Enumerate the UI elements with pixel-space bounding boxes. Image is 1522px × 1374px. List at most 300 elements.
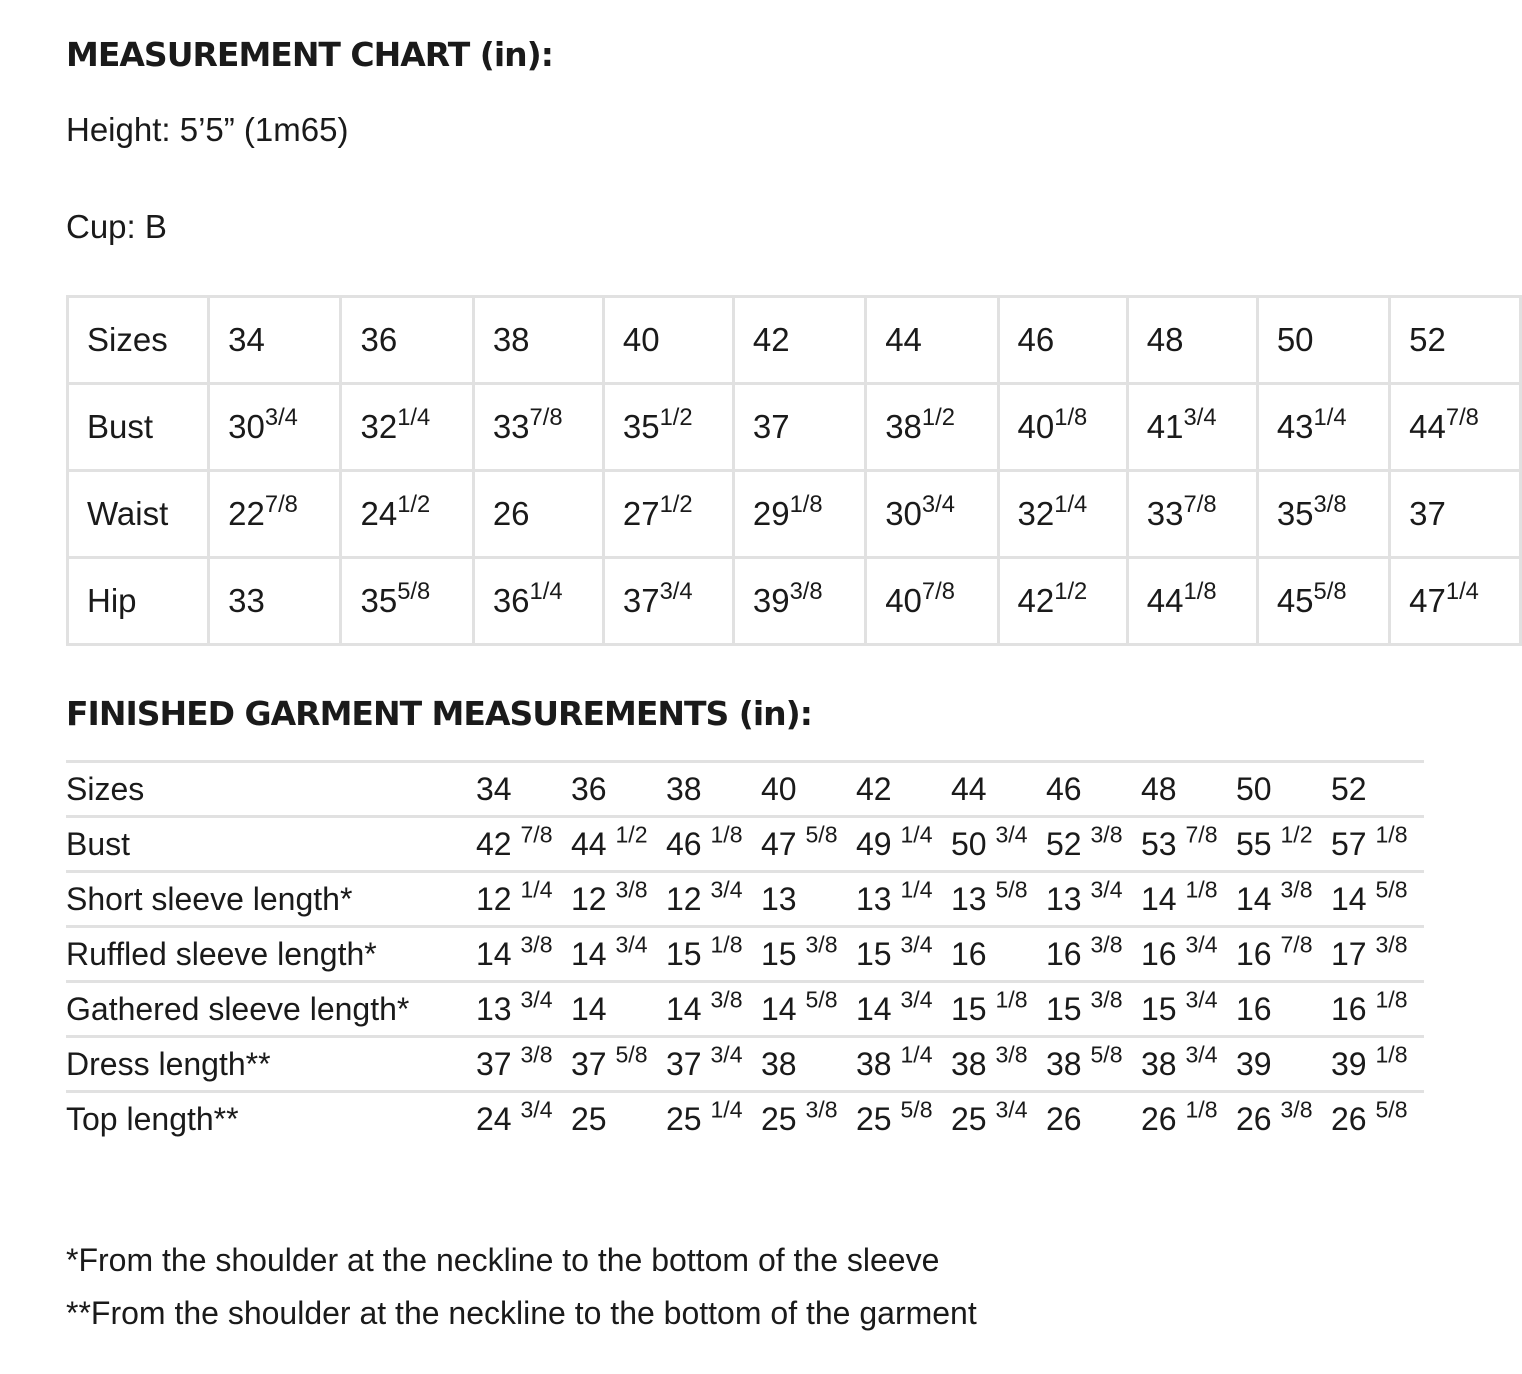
value-fraction: 3/8 (1375, 930, 1408, 957)
value-fraction: 3/8 (805, 930, 838, 957)
value-fraction: 1/4 (710, 1095, 743, 1122)
finished-garment-table (66, 760, 1424, 1145)
finished-cell (571, 1037, 666, 1092)
chart-cell (341, 471, 473, 558)
value-whole: 29 (752, 495, 790, 532)
value-fraction: 7/8 (520, 820, 553, 847)
value-fraction: 3/4 (995, 1095, 1028, 1122)
finished-cell (1141, 872, 1236, 927)
chart-row-bust (68, 384, 1521, 471)
value-whole: 26 (1236, 1100, 1272, 1137)
finished-cell (1046, 762, 1141, 817)
value-whole: 27 (622, 495, 660, 532)
finished-cell (476, 872, 571, 927)
value-whole: 26 (492, 495, 530, 532)
value-whole: 41 (1146, 408, 1184, 445)
value-whole: 26 (1046, 1100, 1082, 1137)
value-whole: 25 (666, 1100, 702, 1137)
value-fraction: 1/4 (397, 403, 431, 431)
value-fraction: 7/8 (1183, 490, 1217, 518)
value-whole: 16 (1141, 935, 1177, 972)
value-whole: 38 (1046, 1045, 1082, 1082)
finished-cell (761, 872, 856, 927)
chart-cell (998, 384, 1127, 471)
value-whole: 37 (1409, 495, 1446, 532)
chart-cell (1127, 471, 1257, 558)
chart-cell (341, 558, 473, 645)
value-whole: 26 (1141, 1100, 1177, 1137)
finished-row-sizes (66, 762, 1424, 817)
value-fraction: 1/8 (1375, 820, 1408, 847)
value-fraction: 1/8 (1185, 875, 1218, 902)
finished-garment-title: FINISHED GARMENT MEASUREMENTS (in): (66, 694, 812, 733)
value-fraction: 1/2 (1280, 820, 1313, 847)
value-whole: 12 (571, 880, 607, 917)
chart-cell (998, 471, 1127, 558)
value-whole: 52 (1409, 321, 1446, 358)
value-whole: 42 (1017, 582, 1055, 619)
row-label: Top length** (66, 1092, 476, 1146)
value-fraction: 1/8 (1375, 1040, 1408, 1067)
value-whole: 37 (666, 1045, 702, 1082)
value-fraction: 1/2 (1054, 577, 1088, 605)
finished-cell (951, 1092, 1046, 1146)
value-fraction: 3/8 (1090, 930, 1123, 957)
value-fraction: 1/2 (921, 403, 955, 431)
height-info: Height: 5’5” (1m65) (66, 111, 349, 148)
value-fraction: 1/4 (1445, 577, 1479, 605)
finished-cell (1046, 1037, 1141, 1092)
value-fraction: 1/8 (995, 985, 1028, 1012)
chart-cell (866, 297, 998, 384)
finished-cell (571, 1092, 666, 1146)
finished-cell (1331, 982, 1424, 1037)
value-fraction: 7/8 (1280, 930, 1313, 957)
chart-cell (209, 384, 341, 471)
value-fraction: 1/4 (1054, 490, 1088, 518)
value-fraction: 7/8 (1185, 820, 1218, 847)
finished-cell (1236, 817, 1331, 872)
value-whole: 35 (360, 582, 398, 619)
value-whole: 14 (666, 990, 702, 1027)
finished-cell (1331, 927, 1424, 982)
value-fraction: 3/4 (1185, 930, 1218, 957)
value-fraction: 1/8 (1183, 577, 1217, 605)
value-whole: 49 (856, 825, 892, 862)
value-whole: 37 (622, 582, 660, 619)
value-whole: 15 (1046, 990, 1082, 1027)
row-label: Gathered sleeve length* (66, 982, 476, 1037)
value-fraction: 5/8 (1375, 875, 1408, 902)
chart-cell (733, 558, 865, 645)
chart-cell (209, 297, 341, 384)
cup-info: Cup: B (66, 208, 167, 245)
finished-cell (1046, 1092, 1141, 1146)
value-whole: 40 (761, 770, 797, 807)
value-whole: 57 (1331, 825, 1367, 862)
value-whole: 13 (476, 990, 512, 1027)
value-fraction: 1/2 (659, 490, 693, 518)
value-whole: 53 (1141, 825, 1177, 862)
row-label: Dress length** (66, 1037, 476, 1092)
finished-cell (1236, 762, 1331, 817)
finished-cell (1236, 927, 1331, 982)
row-label: Waist (68, 471, 209, 558)
value-fraction: 1/4 (900, 820, 933, 847)
finished-cell (856, 872, 951, 927)
value-fraction: 3/8 (615, 875, 648, 902)
value-whole: 13 (951, 880, 987, 917)
chart-cell (209, 471, 341, 558)
value-whole: 37 (571, 1045, 607, 1082)
finished-cell (1331, 872, 1424, 927)
value-whole: 14 (1331, 880, 1367, 917)
sleeve-footnote: *From the shoulder at the neckline to the bottom of the sleeve (66, 1242, 940, 1278)
chart-cell (473, 471, 603, 558)
value-whole: 46 (666, 825, 702, 862)
value-fraction: 3/8 (995, 1040, 1028, 1067)
value-whole: 14 (1141, 880, 1177, 917)
value-whole: 25 (571, 1100, 607, 1137)
finished-cell (761, 927, 856, 982)
value-fraction: 3/8 (805, 1095, 838, 1122)
value-whole: 38 (761, 1045, 797, 1082)
row-label: Sizes (68, 297, 209, 384)
value-whole: 33 (1146, 495, 1184, 532)
value-whole: 44 (1409, 408, 1446, 445)
value-fraction: 3/4 (710, 1040, 743, 1067)
chart-cell (1257, 558, 1389, 645)
finished-cell (666, 817, 761, 872)
finished-cell (476, 927, 571, 982)
finished-cell (1331, 817, 1424, 872)
value-whole: 25 (761, 1100, 797, 1137)
finished-cell (856, 1092, 951, 1146)
value-fraction: 3/4 (1090, 875, 1123, 902)
chart-cell (866, 471, 998, 558)
finished-cell (761, 1092, 856, 1146)
value-fraction: 5/8 (615, 1040, 648, 1067)
chart-cell (473, 297, 603, 384)
value-whole: 16 (1236, 990, 1272, 1027)
value-fraction: 3/4 (659, 577, 693, 605)
finished-cell (761, 1037, 856, 1092)
value-whole: 38 (951, 1045, 987, 1082)
value-fraction: 1/8 (789, 490, 823, 518)
value-fraction: 5/8 (1090, 1040, 1123, 1067)
value-whole: 43 (1276, 408, 1314, 445)
value-whole: 48 (1146, 321, 1184, 358)
measurement-chart-title: MEASUREMENT CHART (in): (66, 35, 553, 74)
value-whole: 14 (856, 990, 892, 1027)
finished-row-bust (66, 817, 1424, 872)
chart-cell (209, 558, 341, 645)
value-whole: 42 (856, 770, 892, 807)
finished-cell (666, 1037, 761, 1092)
row-label: Bust (68, 384, 209, 471)
value-whole: 12 (666, 880, 702, 917)
finished-cell (476, 762, 571, 817)
value-whole: 44 (951, 770, 987, 807)
value-whole: 36 (492, 582, 530, 619)
chart-cell (1127, 384, 1257, 471)
value-whole: 55 (1236, 825, 1272, 862)
value-whole: 40 (622, 321, 660, 358)
value-fraction: 7/8 (1445, 403, 1479, 431)
chart-cell (1257, 297, 1389, 384)
finished-cell (856, 1037, 951, 1092)
finished-cell (1331, 1037, 1424, 1092)
value-whole: 44 (1146, 582, 1184, 619)
value-fraction: 7/8 (921, 577, 955, 605)
finished-cell (476, 1037, 571, 1092)
value-fraction: 1/8 (1185, 1095, 1218, 1122)
value-fraction: 5/8 (805, 985, 838, 1012)
finished-cell (856, 762, 951, 817)
finished-cell (1141, 1092, 1236, 1146)
value-fraction: 5/8 (397, 577, 431, 605)
finished-cell (1236, 872, 1331, 927)
finished-row-short-sleeve-length (66, 872, 1424, 927)
finished-cell (666, 982, 761, 1037)
finished-cell (1236, 1037, 1331, 1092)
finished-row-top-length (66, 1092, 1424, 1146)
row-label: Hip (68, 558, 209, 645)
finished-cell (666, 927, 761, 982)
value-whole: 45 (1276, 582, 1314, 619)
value-fraction: 3/4 (615, 930, 648, 957)
chart-row-hip (68, 558, 1521, 645)
row-label: Ruffled sleeve length* (66, 927, 476, 982)
chart-cell (1390, 558, 1521, 645)
chart-cell (603, 384, 733, 471)
value-fraction: 1/4 (529, 577, 563, 605)
value-fraction: 1/2 (659, 403, 693, 431)
finished-cell (1141, 817, 1236, 872)
chart-cell (473, 384, 603, 471)
finished-cell (1046, 927, 1141, 982)
value-whole: 36 (571, 770, 607, 807)
value-whole: 15 (1141, 990, 1177, 1027)
value-fraction: 5/8 (805, 820, 838, 847)
value-fraction: 3/8 (520, 1040, 553, 1067)
finished-cell (666, 1092, 761, 1146)
finished-cell (951, 762, 1046, 817)
value-whole: 46 (1046, 770, 1082, 807)
row-label: Sizes (66, 762, 476, 817)
value-whole: 37 (752, 408, 790, 445)
chart-cell (866, 558, 998, 645)
finished-cell (856, 927, 951, 982)
value-whole: 16 (951, 935, 987, 972)
finished-cell (1236, 1092, 1331, 1146)
value-fraction: 1/4 (900, 875, 933, 902)
value-whole: 38 (856, 1045, 892, 1082)
value-whole: 15 (666, 935, 702, 972)
measurement-chart-table (66, 295, 1522, 646)
finished-cell (571, 982, 666, 1037)
finished-row-gathered-sleeve-length (66, 982, 1424, 1037)
value-fraction: 3/4 (520, 1095, 553, 1122)
value-whole: 24 (360, 495, 398, 532)
value-whole: 30 (228, 408, 265, 445)
value-fraction: 3/8 (789, 577, 823, 605)
chart-cell (1390, 297, 1521, 384)
value-fraction: 3/4 (710, 875, 743, 902)
value-fraction: 3/4 (1183, 403, 1217, 431)
finished-cell (571, 872, 666, 927)
finished-cell (951, 982, 1046, 1037)
finished-cell (1141, 982, 1236, 1037)
finished-cell (761, 762, 856, 817)
finished-cell (761, 817, 856, 872)
value-whole: 44 (885, 321, 922, 358)
value-fraction: 3/4 (1185, 985, 1218, 1012)
value-fraction: 3/4 (900, 930, 933, 957)
value-whole: 35 (1276, 495, 1314, 532)
value-whole: 42 (476, 825, 512, 862)
value-fraction: 3/4 (264, 403, 298, 431)
value-fraction: 5/8 (995, 875, 1028, 902)
chart-cell (1127, 558, 1257, 645)
chart-cell (603, 558, 733, 645)
chart-cell (1257, 471, 1389, 558)
value-whole: 38 (492, 321, 530, 358)
row-label: Short sleeve length* (66, 872, 476, 927)
value-whole: 16 (1236, 935, 1272, 972)
finished-cell (1141, 927, 1236, 982)
value-fraction: 3/8 (1313, 490, 1347, 518)
value-whole: 14 (1236, 880, 1272, 917)
finished-cell (951, 927, 1046, 982)
value-whole: 14 (476, 935, 512, 972)
chart-cell (733, 297, 865, 384)
value-fraction: 1/8 (710, 820, 743, 847)
value-whole: 33 (228, 582, 265, 619)
finished-cell (666, 762, 761, 817)
chart-cell (733, 384, 865, 471)
value-whole: 13 (856, 880, 892, 917)
finished-cell (1046, 817, 1141, 872)
finished-cell (666, 872, 761, 927)
finished-cell (856, 982, 951, 1037)
value-fraction: 3/8 (710, 985, 743, 1012)
finished-cell (856, 817, 951, 872)
finished-cell (1331, 1092, 1424, 1146)
value-whole: 25 (951, 1100, 987, 1137)
value-fraction: 3/4 (921, 490, 955, 518)
finished-cell (476, 817, 571, 872)
value-whole: 38 (666, 770, 702, 807)
value-whole: 25 (856, 1100, 892, 1137)
value-whole: 46 (1017, 321, 1055, 358)
value-whole: 35 (622, 408, 660, 445)
value-whole: 14 (761, 990, 797, 1027)
finished-row-dress-length (66, 1037, 1424, 1092)
value-whole: 30 (885, 495, 922, 532)
chart-cell (1257, 384, 1389, 471)
value-whole: 50 (951, 825, 987, 862)
finished-cell (761, 982, 856, 1037)
row-label: Bust (66, 817, 476, 872)
value-whole: 52 (1046, 825, 1082, 862)
value-whole: 47 (761, 825, 797, 862)
finished-cell (951, 817, 1046, 872)
value-whole: 15 (951, 990, 987, 1027)
finished-cell (476, 1092, 571, 1146)
chart-cell (1390, 471, 1521, 558)
value-whole: 47 (1409, 582, 1446, 619)
finished-row-ruffled-sleeve-length (66, 927, 1424, 982)
finished-cell (951, 872, 1046, 927)
value-fraction: 3/8 (1280, 875, 1313, 902)
value-whole: 14 (571, 935, 607, 972)
value-fraction: 1/4 (520, 875, 553, 902)
value-fraction: 7/8 (264, 490, 298, 518)
chart-cell (1127, 297, 1257, 384)
value-fraction: 3/8 (520, 930, 553, 957)
chart-row-waist (68, 471, 1521, 558)
value-whole: 33 (492, 408, 530, 445)
value-whole: 16 (1331, 990, 1367, 1027)
value-fraction: 3/8 (1280, 1095, 1313, 1122)
value-fraction: 5/8 (1313, 577, 1347, 605)
value-fraction: 1/4 (900, 1040, 933, 1067)
value-whole: 13 (761, 880, 797, 917)
value-fraction: 3/4 (995, 820, 1028, 847)
value-fraction: 3/4 (1185, 1040, 1218, 1067)
value-whole: 50 (1236, 770, 1272, 807)
value-whole: 24 (476, 1100, 512, 1137)
chart-cell (733, 471, 865, 558)
chart-cell (603, 471, 733, 558)
value-whole: 17 (1331, 935, 1367, 972)
value-fraction: 1/8 (710, 930, 743, 957)
finished-cell (571, 927, 666, 982)
value-whole: 40 (1017, 408, 1055, 445)
value-whole: 15 (856, 935, 892, 972)
value-fraction: 3/8 (1090, 820, 1123, 847)
value-whole: 16 (1046, 935, 1082, 972)
value-whole: 32 (360, 408, 398, 445)
value-whole: 44 (571, 825, 607, 862)
chart-cell (998, 558, 1127, 645)
finished-cell (1331, 762, 1424, 817)
chart-row-sizes (68, 297, 1521, 384)
finished-cell (1046, 982, 1141, 1037)
value-whole: 40 (885, 582, 922, 619)
value-fraction: 1/8 (1375, 985, 1408, 1012)
value-fraction: 1/2 (397, 490, 431, 518)
finished-cell (1046, 872, 1141, 927)
value-fraction: 5/8 (1375, 1095, 1408, 1122)
value-whole: 48 (1141, 770, 1177, 807)
finished-cell (1141, 762, 1236, 817)
chart-cell (341, 297, 473, 384)
finished-cell (951, 1037, 1046, 1092)
value-whole: 26 (1331, 1100, 1367, 1137)
value-whole: 14 (571, 990, 607, 1027)
value-whole: 52 (1331, 770, 1367, 807)
finished-cell (571, 762, 666, 817)
value-whole: 37 (476, 1045, 512, 1082)
chart-cell (603, 297, 733, 384)
value-whole: 38 (1141, 1045, 1177, 1082)
finished-cell (476, 982, 571, 1037)
value-fraction: 1/4 (1313, 403, 1347, 431)
chart-cell (1390, 384, 1521, 471)
value-fraction: 5/8 (900, 1095, 933, 1122)
